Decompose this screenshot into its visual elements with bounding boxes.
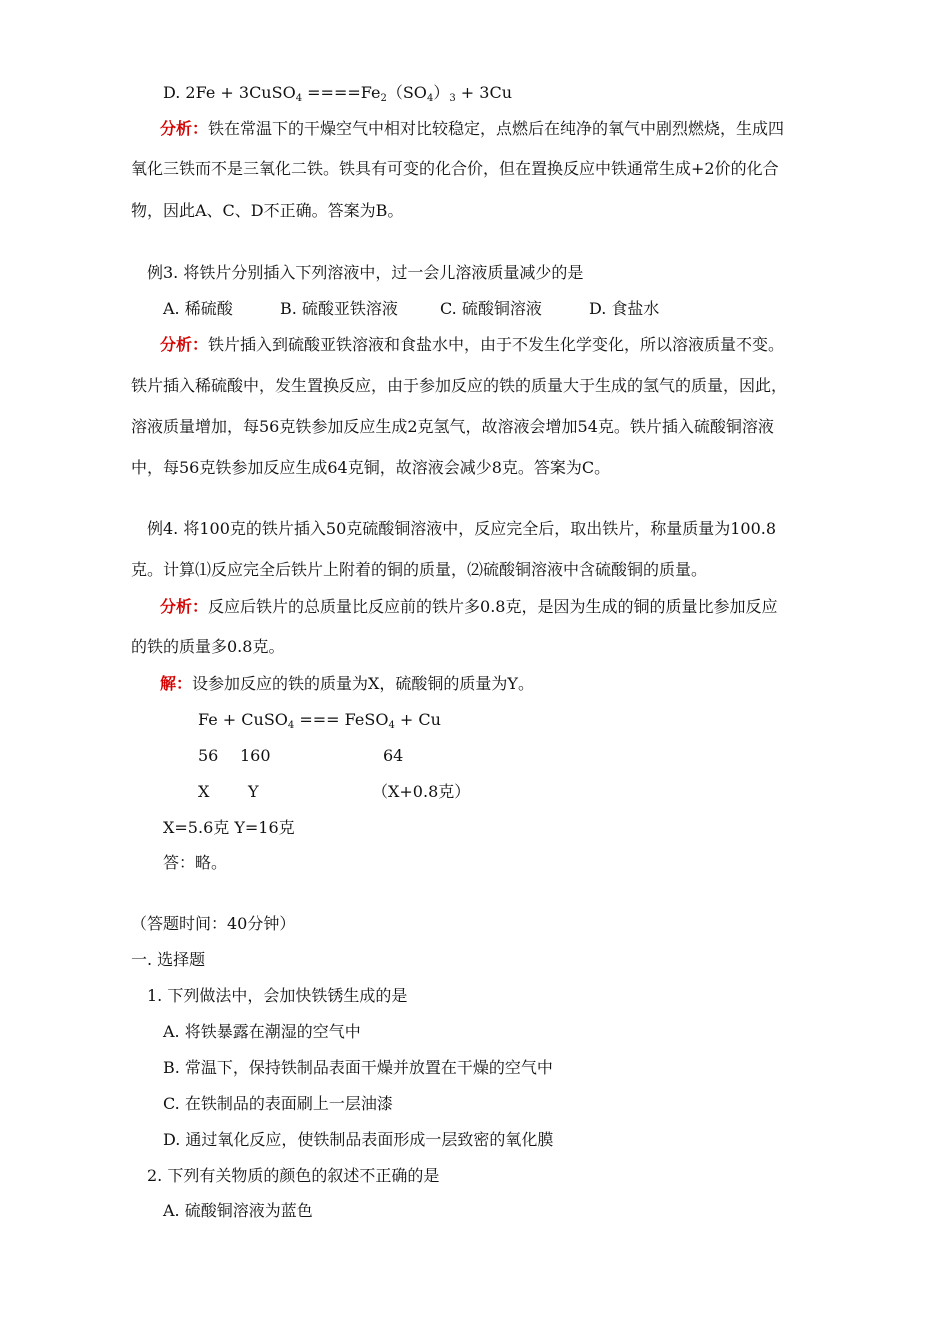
var-cu: （X+0.8克） (372, 782, 471, 801)
q1-option-b: B. 常温下，保持铁制品表面干燥并放置在干燥的空气中 (163, 1058, 553, 1077)
var-x: X (198, 782, 210, 801)
section-title: 一. 选择题 (131, 950, 206, 969)
answer: 答：略。 (163, 853, 228, 872)
result: X=5.6克 Y=16克 (163, 818, 295, 837)
q1-option-d: D. 通过氧化反应，使铁制品表面形成一层致密的氧化膜 (163, 1130, 554, 1149)
ex3-analysis-line-1: 分析：铁片插入到硫酸亚铁溶液和食盐水中，由于不发生化学变化，所以溶液质量不变。 (160, 335, 785, 354)
var-y: Y (248, 782, 259, 801)
ex3-option-c: C. 硫酸铜溶液 (440, 299, 542, 318)
ex3-analysis-line-2: 铁片插入稀硫酸中，发生置换反应，由于参加反应的铁的质量大于生成的氢气的质量，因此， (131, 376, 788, 395)
ratio-fe: 56 (198, 746, 219, 765)
ex4-question-line-2: 克。计算⑴反应完全后铁片上附着的铜的质量，⑵硫酸铜溶液中含硫酸铜的质量。 (131, 560, 708, 579)
ex4-question-line-1: 例4. 将100克的铁片插入50克硫酸铜溶液中，反应完全后，取出铁片，称量质量为100.8 (147, 519, 777, 538)
ex2-analysis-line-1: 分析：铁在常温下的干燥空气中相对比较稳定，点燃后在纯净的氧气中剧烈燃烧，生成四 (160, 119, 785, 138)
analysis-label: 分析： (160, 597, 209, 616)
ex3-question: 例3. 将铁片分别插入下列溶液中，过一会儿溶液质量减少的是 (147, 263, 584, 282)
ex3-option-a: A. 稀硫酸 (163, 299, 233, 318)
solution-label: 解： (160, 674, 193, 693)
ex3-analysis-line-4: 中，每56克铁参加反应生成64克铜，故溶液会减少8克。答案为C。 (131, 458, 611, 477)
ratio-cu: 64 (383, 746, 404, 765)
ex2-analysis-line-2: 氧化三铁而不是三氧化二铁。铁具有可变的化合价，但在置换反应中铁通常生成+2价的化合 (131, 159, 779, 178)
ex2-analysis-line-3: 物，因此A、C、D不正确。答案为B。 (131, 201, 404, 220)
ratio-cuso4: 160 (240, 746, 271, 765)
ex4-solution: 解：设参加反应的铁的质量为X，硫酸铜的质量为Y。 (160, 674, 534, 693)
ex3-option-b: B. 硫酸亚铁溶液 (280, 299, 398, 318)
ex3-analysis-line-3: 溶液质量增加，每56克铁参加反应生成2克氢气，故溶液会增加54克。铁片插入硫酸铜溶液 (131, 417, 774, 436)
ex4-analysis-line-1: 分析：反应后铁片的总质量比反应前的铁片多0.8克，是因为生成的铜的质量比参加反应 (160, 597, 778, 616)
chemical-equation: Fe + CuSO$_4$ === FeSO$_4$ + Cu (198, 710, 441, 731)
option-d-equation: D. 2Fe + 3CuSO$_4$ $====Fe_2(SO_4)_3 + 3Cu$ (163, 83, 513, 104)
q1-option-a: A. 将铁暴露在潮湿的空气中 (163, 1022, 361, 1041)
q1-stem: 1. 下列做法中，会加快铁锈生成的是 (147, 986, 408, 1005)
ex4-analysis-line-2: 的铁的质量多0.8克。 (131, 637, 285, 656)
time-note: （答题时间：40分钟） (131, 914, 296, 933)
analysis-label: 分析： (160, 335, 209, 354)
analysis-label: 分析： (160, 119, 209, 138)
q2-stem: 2. 下列有关物质的颜色的叙述不正确的是 (147, 1166, 440, 1185)
q2-option-a: A. 硫酸铜溶液为蓝色 (163, 1201, 313, 1220)
q1-option-c: C. 在铁制品的表面刷上一层油漆 (163, 1094, 393, 1113)
ex3-option-d: D. 食盐水 (589, 299, 660, 318)
